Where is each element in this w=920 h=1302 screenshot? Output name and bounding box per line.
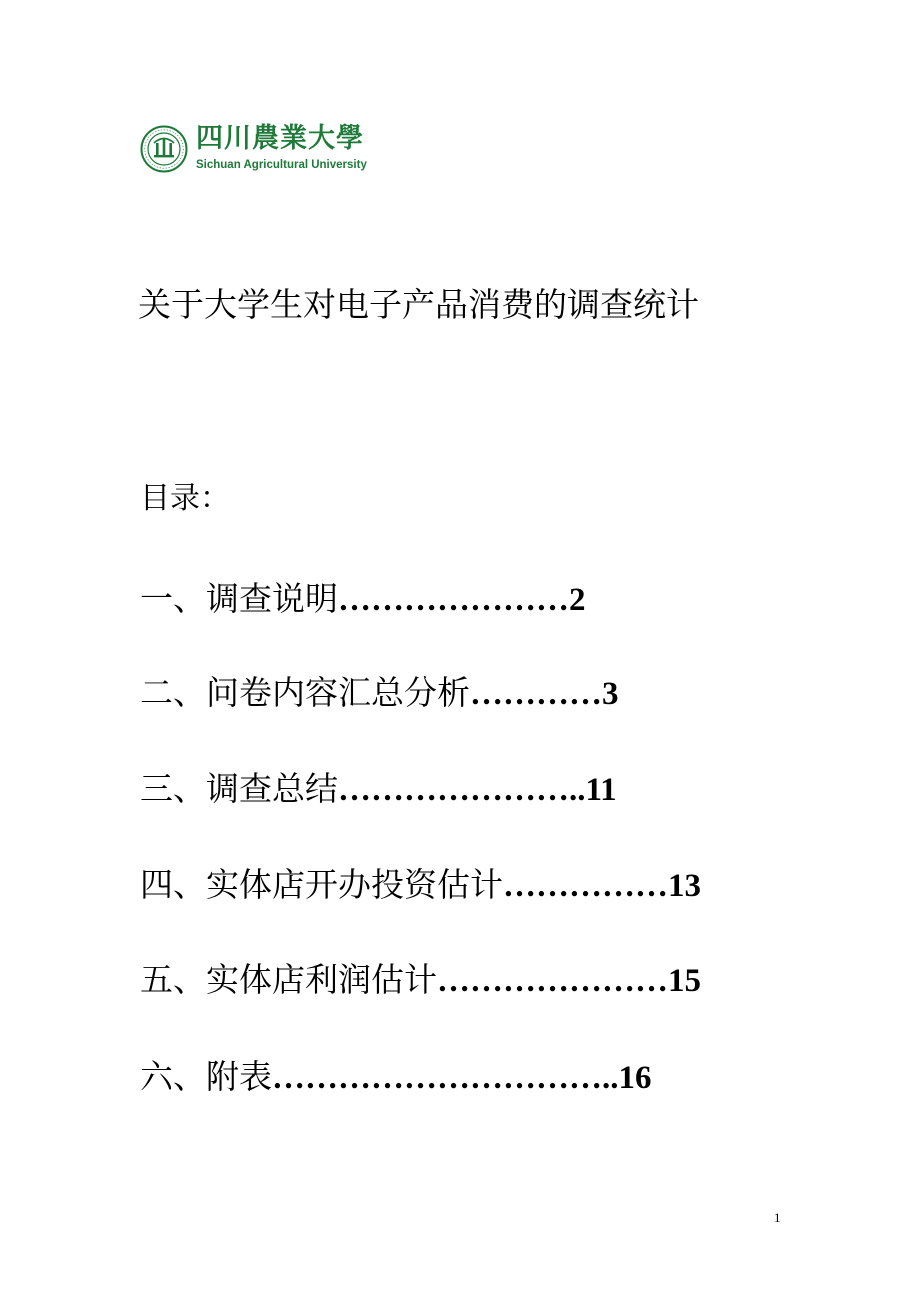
toc-entry-leader: ………………….. <box>338 772 586 808</box>
toc-entry-leader: ………………………….. <box>272 1060 619 1096</box>
university-seal-icon <box>140 125 188 173</box>
toc-entry-page: 3 <box>602 676 619 712</box>
toc-entry-leader: ………… <box>470 676 602 712</box>
toc-heading: 目录： <box>140 481 230 516</box>
toc-entry-page: 16 <box>618 1060 652 1096</box>
toc-entry-label: 五、实体店利润估计 <box>140 960 437 999</box>
toc-entry-label: 六、附表 <box>140 1057 272 1096</box>
university-logo <box>140 121 380 177</box>
toc-entry <box>140 955 701 1006</box>
toc-entry-label: 一、调查说明 <box>140 579 338 618</box>
toc-entry-page: 2 <box>569 582 586 618</box>
toc-entry-label: 二、问卷内容汇总分析 <box>140 673 470 712</box>
toc-entry-leader: ………………… <box>338 582 569 618</box>
toc-entry <box>140 574 586 625</box>
toc-entry <box>140 860 701 911</box>
toc-entry-leader: ………………… <box>437 963 668 999</box>
toc-entry <box>140 764 617 815</box>
document-title: 关于大学生对电子产品消费的调查统计 <box>138 285 699 324</box>
toc-entry-page: 13 <box>668 868 701 904</box>
logo-english-name: Sichuan Agricultural University <box>196 159 367 171</box>
toc-entry-page: 15 <box>668 963 701 999</box>
toc-entry <box>140 1052 652 1103</box>
toc-entry <box>140 668 619 719</box>
logo-chinese-name: 四川農業大學 <box>196 123 364 154</box>
toc-entry-leader: …………… <box>503 868 668 904</box>
toc-entry-label: 四、实体店开办投资估计 <box>140 865 503 904</box>
toc-entry-page: 11 <box>585 772 617 808</box>
toc-entry-label: 三、调查总结 <box>140 769 338 808</box>
page-number: 1 <box>774 1210 781 1225</box>
